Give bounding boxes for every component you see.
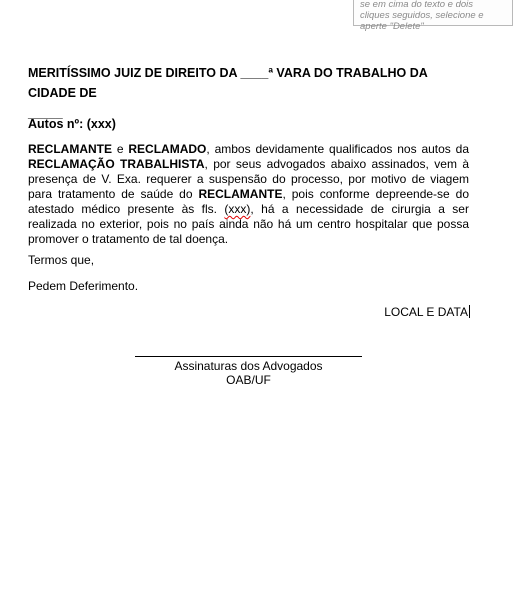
signature-block xyxy=(135,359,362,387)
pedem-deferimento: Pedem Deferimento. xyxy=(28,279,139,293)
comment-balloon xyxy=(353,0,513,32)
body-text-1: , ambos devidamente qualificados nos autos da xyxy=(206,142,470,156)
document-heading xyxy=(28,63,478,123)
oab-uf-label: OAB/UF xyxy=(226,373,271,387)
fls-placeholder: (xxx) xyxy=(224,202,251,216)
reclamante-term-2: RECLAMANTE xyxy=(198,187,283,201)
comment-line-1: se em cima do texto e dois xyxy=(360,0,473,10)
heading-line-2: _____ xyxy=(28,106,63,120)
autos-label: Autos nº: xyxy=(28,117,87,131)
reclamacao-term: RECLAMAÇÃO TRABALHISTA xyxy=(28,157,205,171)
autos-value: (xxx) xyxy=(86,117,116,131)
heading-line-1: MERITÍSSIMO JUIZ DE DIREITO DA ____ª VARA DO TRABALHO DA CIDADE DE xyxy=(28,66,428,100)
comment-line-2: cliques seguidos, selecione e xyxy=(360,10,484,21)
autos-number xyxy=(28,117,116,131)
body-text-2: , por seus advogados abaixo assinados, vem à presença de V. Exa. requerer a suspensão do processo, por motivo de viagem para tratamento de saúde do xyxy=(28,157,469,201)
reclamado-term: RECLAMADO xyxy=(128,142,207,156)
body-text-e: e xyxy=(112,142,129,156)
body-paragraph xyxy=(28,142,469,247)
signature-label: Assinaturas dos Advogados xyxy=(174,359,323,373)
local-e-data-text: LOCAL E DATA xyxy=(384,305,468,319)
signature-line xyxy=(135,356,362,357)
termos-que: Termos que, xyxy=(28,253,95,267)
comment-line-3: aperte "Delete" xyxy=(360,21,424,32)
body-text-3: , pois conforme depreende-se do atestado médico presente às fls. xyxy=(28,187,469,216)
text-cursor xyxy=(469,305,470,318)
reclamante-term: RECLAMANTE xyxy=(28,142,112,156)
body-text-4: , há a necessidade de cirurgia a ser realizada no exterior, pois no país ainda não há um centro hospitalar que possa promover o tratamento de tal doença. xyxy=(28,202,469,246)
local-e-data[interactable] xyxy=(384,305,470,319)
